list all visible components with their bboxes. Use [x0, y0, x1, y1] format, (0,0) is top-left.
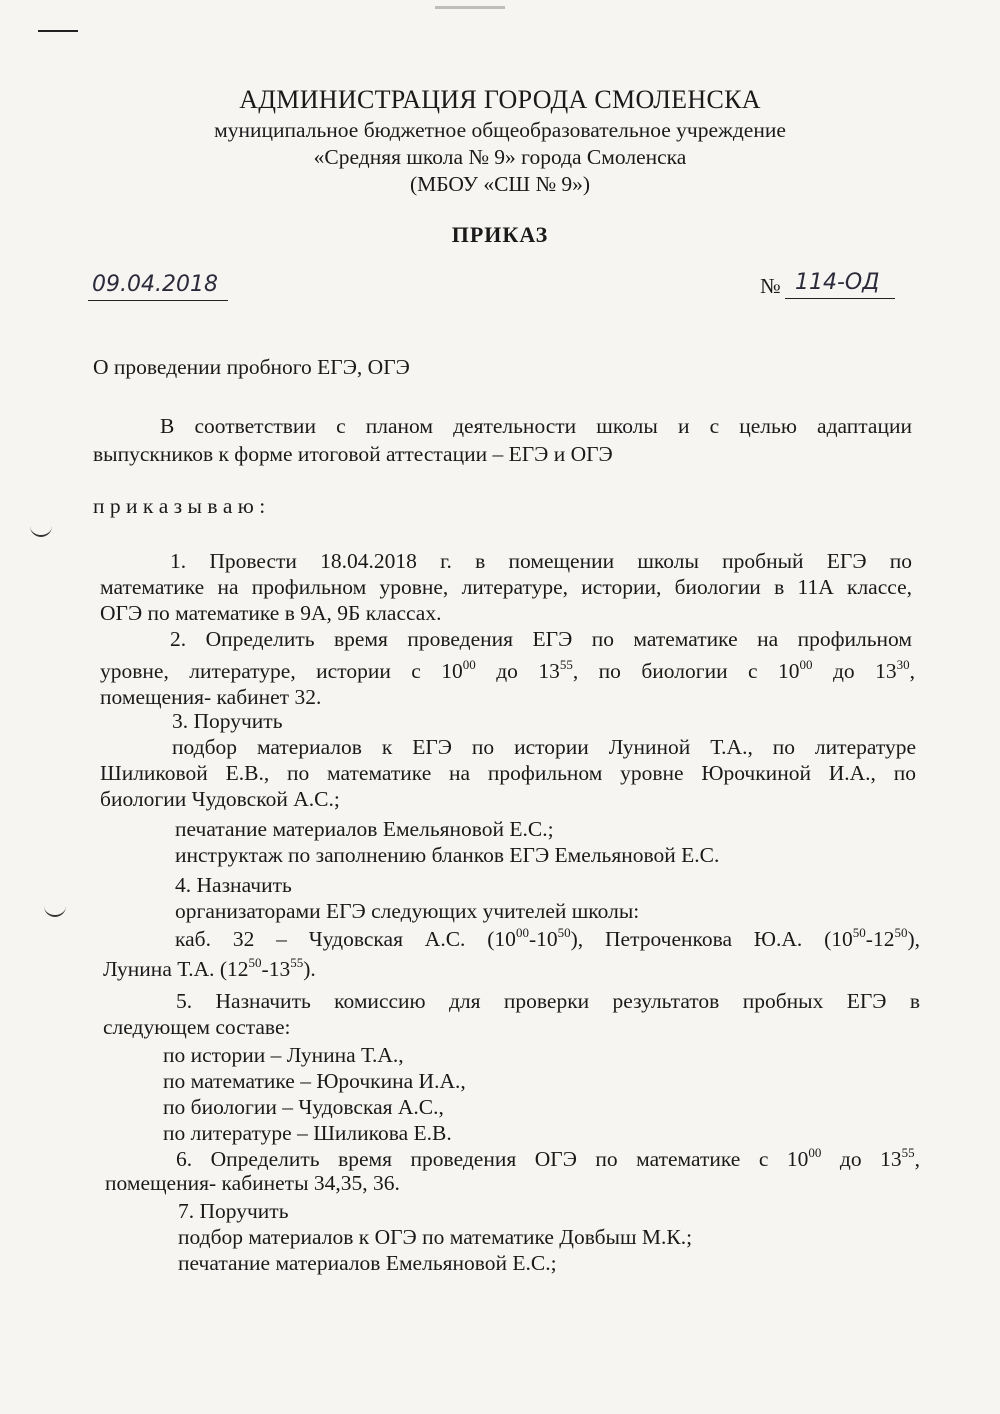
item-4-line-1: 4. Назначить: [175, 873, 292, 897]
number-handwritten: 114-ОД: [795, 270, 880, 295]
item-2-line-1: 2. Определить время проведения ЕГЭ по математике на профильном: [170, 627, 912, 651]
item-3-line-3: Шиликовой Е.В., по математике на профильном уровне Юрочкиной И.А., по: [100, 761, 916, 785]
org-name: АДМИНИСТРАЦИЯ ГОРОДА СМОЛЕНСКА: [239, 85, 761, 114]
item-3-line-6: инструктаж по заполнению бланков ЕГЭ Емельяновой Е.С.: [175, 843, 720, 867]
item-5-line-1: 5. Назначить комиссию для проверки результатов пробных ЕГЭ в: [176, 989, 920, 1013]
scan-mark-top: [435, 6, 505, 9]
item-1-line-3: ОГЭ по математике в 9А, 9Б классах.: [100, 601, 442, 625]
item-4-line-2: организаторами ЕГЭ следующих учителей школы:: [175, 899, 640, 923]
item-7-line-2: подбор материалов к ОГЭ по математике Довбыш М.К.;: [178, 1225, 693, 1249]
item-3-line-4: биологии Чудовской А.С.;: [100, 787, 340, 811]
header-line-3: (МБОУ «СШ № 9»): [409, 172, 591, 196]
item-7-line-3: печатание материалов Емельяновой Е.С.;: [178, 1251, 557, 1275]
number-underline: [785, 298, 895, 299]
item-5-line-4: по математике – Юрочкина И.А.,: [163, 1069, 466, 1093]
item-1-line-2: математике на профильном уровне, литературе, истории, биологии в 11А классе,: [100, 575, 912, 599]
item-1-line-1: 1. Провести 18.04.2018 г. в помещении школы пробный ЕГЭ по: [170, 549, 912, 573]
item-2-line-2: уровне, литературе, истории с $10^{00}$ до $13^{55}$, по биологии с $10^{00}$ до $13^{30}$,: [100, 657, 915, 683]
item-3-line-5: печатание материалов Емельяновой Е.С.;: [175, 817, 554, 841]
number-prefix: №: [760, 274, 781, 298]
item-5-line-5: по биологии – Чудовская А.С.,: [163, 1095, 444, 1119]
document-title: ПРИКАЗ: [451, 222, 549, 247]
header-line-2: «Средняя школа № 9» города Смоленска: [313, 145, 687, 169]
scan-mark-top-left: [38, 30, 78, 32]
preamble-line-1: В соответствии с планом деятельности школы и с целью адаптации: [160, 414, 912, 438]
order-word: п р и к а з ы в а ю :: [93, 494, 266, 518]
item-3-line-1: 3. Поручить: [172, 709, 283, 733]
item-6-line-2: помещения- кабинеты 34,35, 36.: [105, 1171, 400, 1195]
date-underline: [88, 300, 228, 301]
item-3-line-2: подбор материалов к ЕГЭ по истории Луниной Т.А., по литературе: [172, 735, 916, 759]
item-5-line-6: по литературе – Шиликова Е.В.: [163, 1121, 452, 1145]
item-6-line-1: 6. Определить время проведения ОГЭ по математике с $10^{00}$ до $13^{55}$,: [176, 1145, 920, 1171]
scan-mark-punch-1: [30, 525, 52, 537]
item-7-line-1: 7. Поручить: [178, 1199, 289, 1223]
item-5-line-3: по истории – Лунина Т.А.,: [163, 1043, 404, 1067]
item-5-line-2: следующем составе:: [103, 1015, 291, 1039]
header-line-1: муниципальное бюджетное общеобразовательное учреждение: [214, 118, 786, 142]
order-subject: О проведении пробного ЕГЭ, ОГЭ: [93, 355, 410, 379]
scan-mark-punch-2: [44, 905, 66, 917]
item-2-line-3: помещения- кабинет 32.: [100, 685, 322, 709]
item-4-line-3: каб. 32 – Чудовская А.С. $(10^{00}-10^{50})$, Петроченкова Ю.А. $(10^{50}-12^{50})$,: [175, 925, 920, 951]
item-4-line-4: Лунина Т.А. $(12^{50}-13^{55})$.: [103, 955, 316, 981]
date-handwritten: 09.04.2018: [92, 272, 218, 297]
preamble-line-2: выпускников к форме итоговой аттестации – ЕГЭ и ОГЭ: [93, 442, 613, 466]
